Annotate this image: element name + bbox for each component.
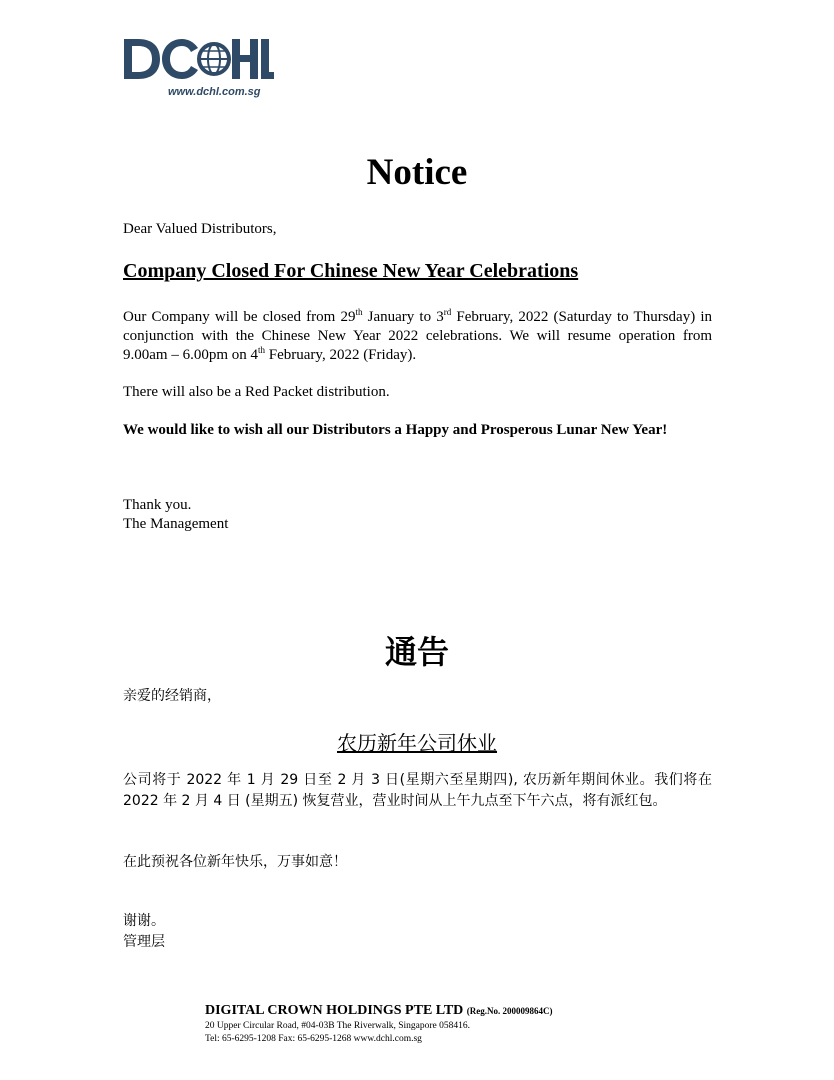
footer-contact: Tel: 65-6295-1208 Fax: 65-6295-1268 www.dchl.com.sg (205, 1034, 422, 1044)
dchl-logo-mark (122, 36, 274, 86)
company-footer (205, 1002, 765, 1046)
footer-company-name: DIGITAL CROWN HOLDINGS PTE LTD (205, 1003, 464, 1018)
globe-icon (199, 44, 229, 74)
footer-address: 20 Upper Circular Road, #04-03B The Riverwalk, Singapore 058416. (205, 1021, 470, 1031)
chinese-closure-paragraph: 公司将于 2022 年 1 月 29 日至 2 月 3 日(星期六至星期四), 农历新年期间休业。我们将在 2022 年 2 月 4 日 (星期五) 恢复营业，营业时间从上午九点至下午六点，将有派红包。 (123, 772, 712, 809)
english-signoff: The Management (123, 516, 229, 532)
chinese-thanks: 谢谢。 (123, 913, 165, 929)
chinese-signoff: 管理层 (123, 934, 165, 950)
logo-url: www.dchl.com.sg (168, 86, 261, 98)
chinese-greeting: 亲爱的经销商， (123, 688, 221, 704)
english-greeting: Dear Valued Distributors, (123, 221, 277, 237)
chinese-subject: 农历新年公司休业 (337, 731, 497, 755)
footer-reg-number: (Reg.No. 200009864C) (466, 1006, 553, 1016)
notice-title: Notice (366, 152, 468, 193)
chinese-title: 通告 (384, 633, 449, 671)
footer-company-line (205, 1002, 765, 1020)
english-closure-paragraph: Our Company will be closed from 29th January to 3rd February, 2022 (Saturday to Thursday) in conjunction with the Chinese New Year 2022 celebrations. We will resume operation from 9.00am – 6.00pm on 4th February, 2022 (Friday). (123, 307, 712, 363)
english-thanks: Thank you. (123, 497, 192, 513)
english-subject: Company Closed For Chinese New Year Celebrations (123, 260, 579, 282)
chinese-wish: 在此预祝各位新年快乐，万事如意！ (123, 854, 347, 870)
english-wish: We would like to wish all our Distributors a Happy and Prosperous Lunar New Year! (123, 422, 668, 438)
company-logo (122, 36, 274, 102)
red-packet-paragraph: There will also be a Red Packet distribution. (123, 384, 390, 400)
